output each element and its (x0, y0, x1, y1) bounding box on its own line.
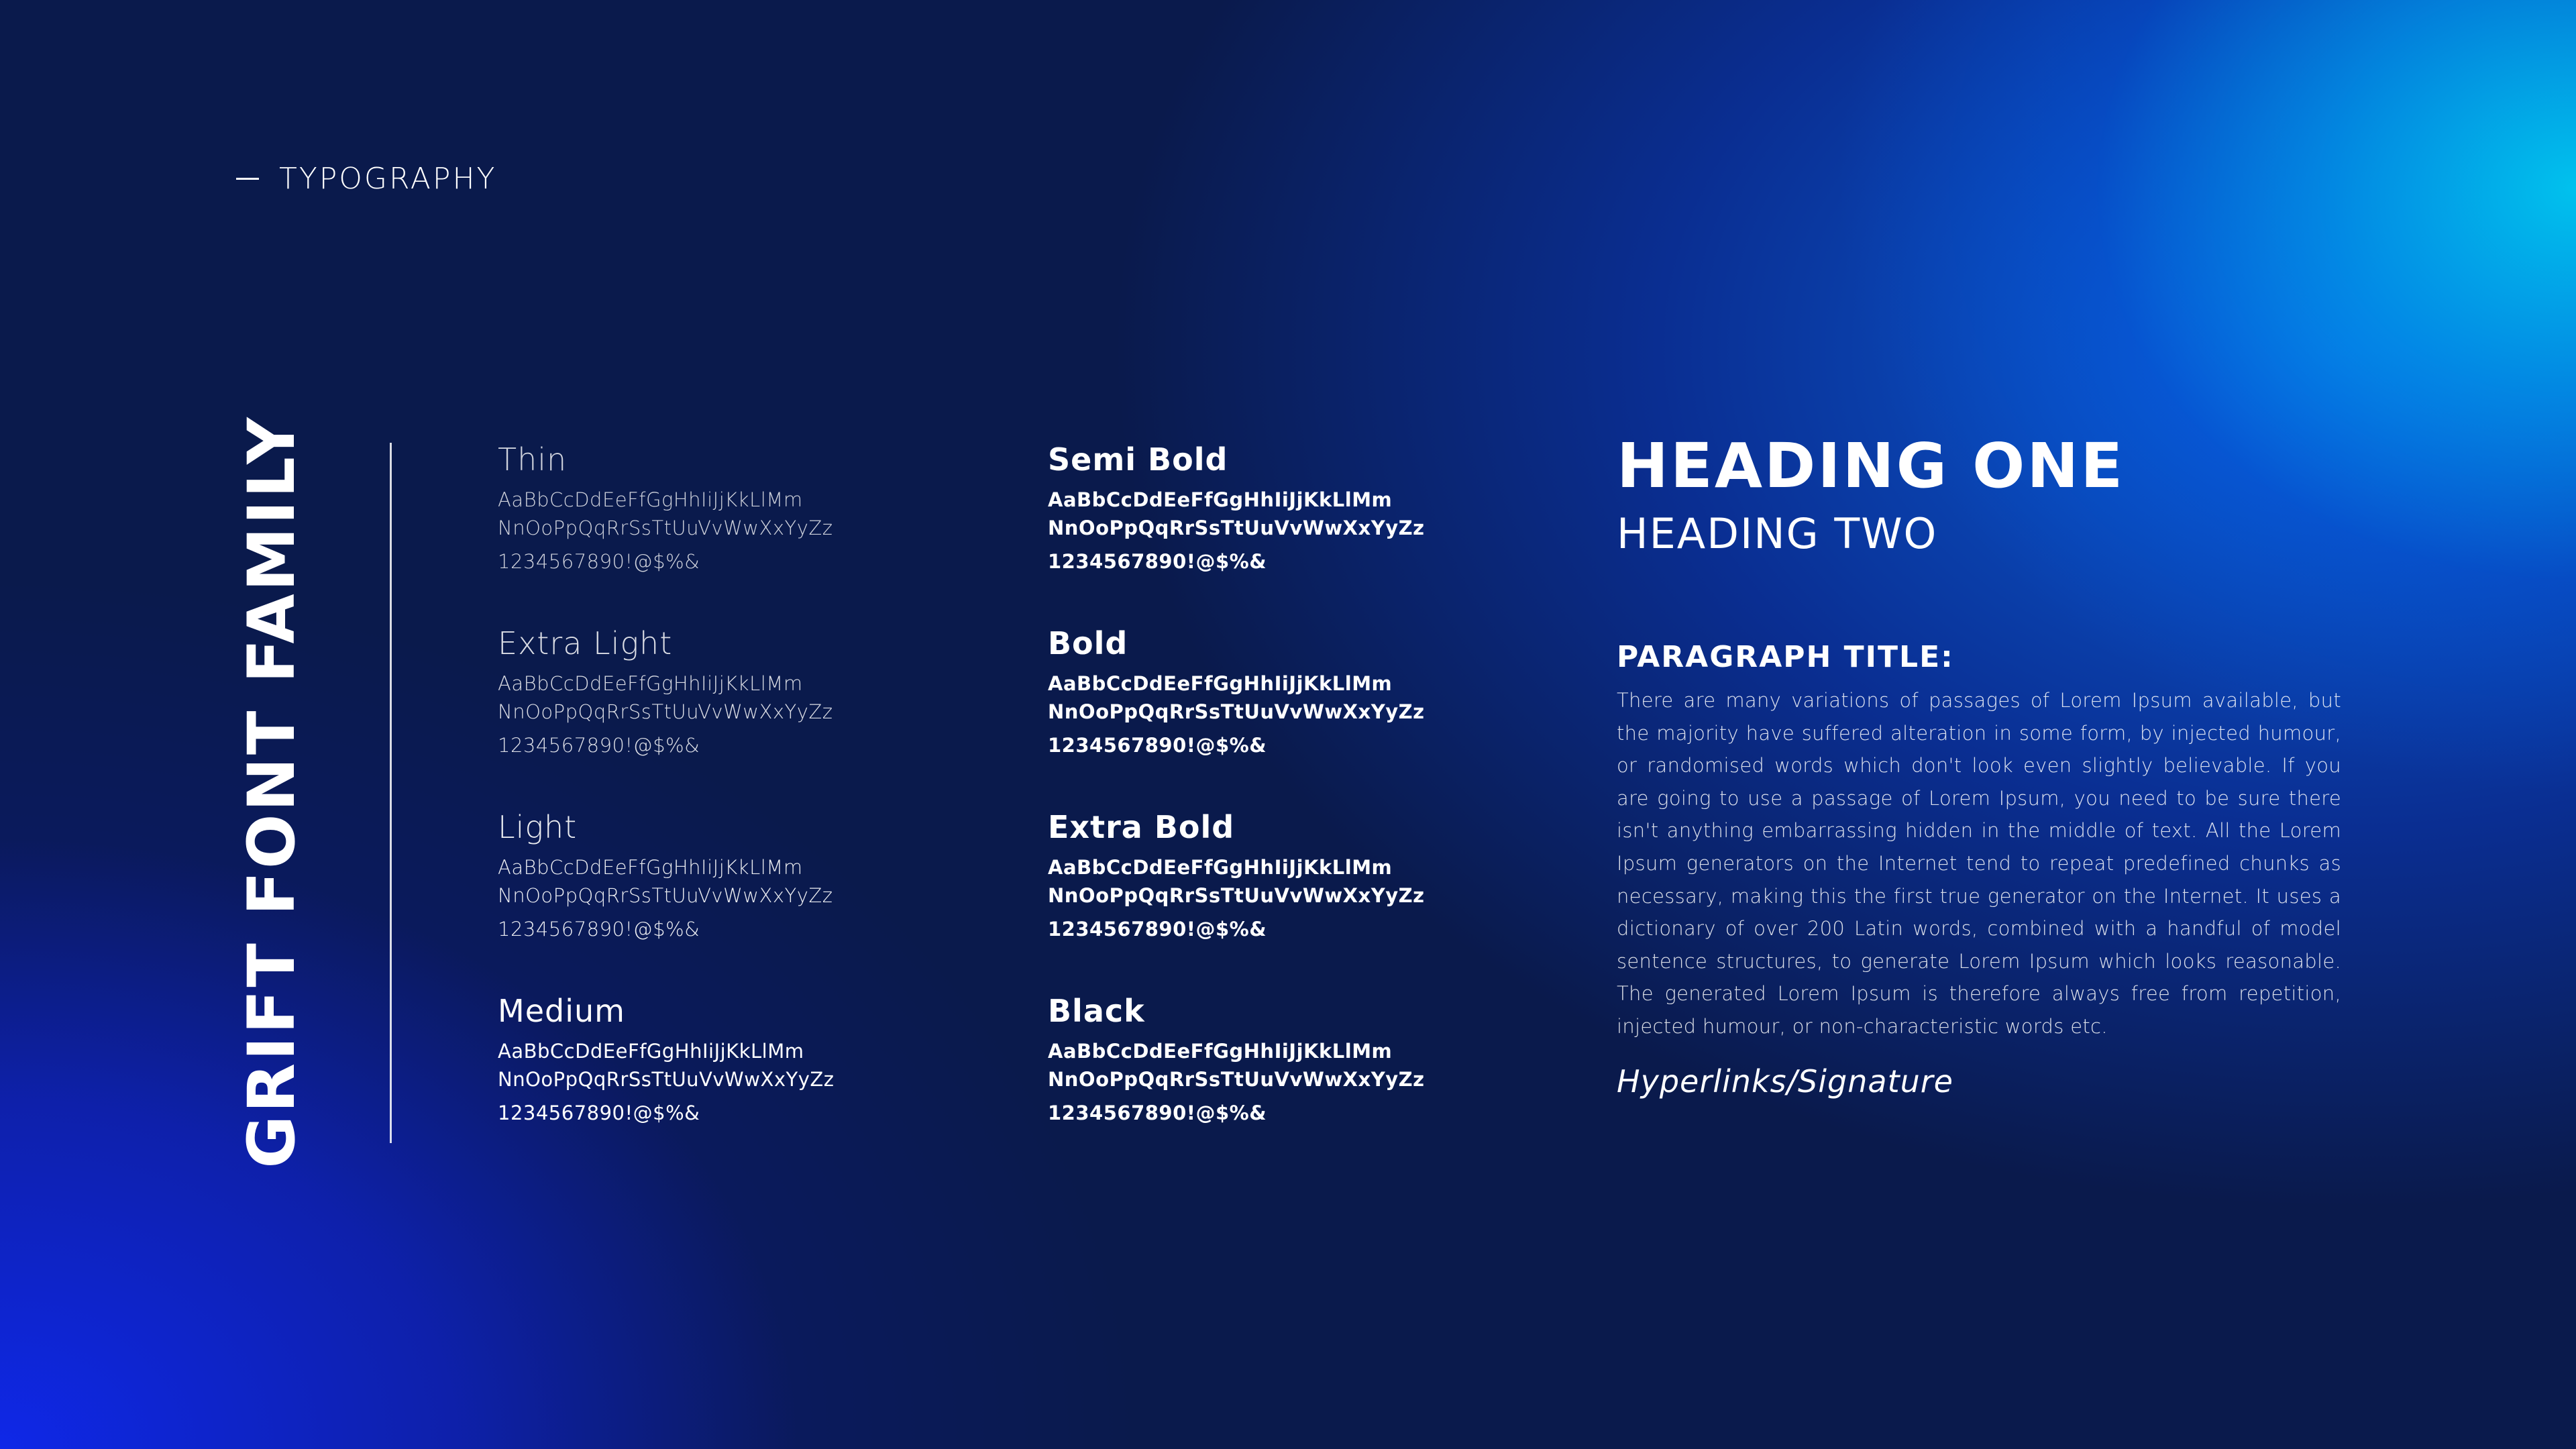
weights-column-right (1048, 436, 1531, 1171)
specimen-digits: 1234567890!@$%& (498, 1102, 700, 1124)
weight-name: Extra Bold (1048, 809, 1235, 845)
specimen-digits: 1234567890!@$%& (1048, 550, 1267, 573)
specimen-line: AaBbCcDdEeFfGgHhIiJjKkLlMm (498, 672, 803, 695)
specimen-digits: 1234567890!@$%& (498, 918, 700, 941)
weight-block-extra-bold (1048, 804, 1531, 987)
paragraph-sample: There are many variations of passages of Lorem Ipsum available, but the majority have suffered alteration in some form, by injected humour, or randomised words which don't look even slightly believable. If you are going to use a passage of Lorem Ipsum, you need to be sure there isn't anything embarrassing hidden in the middle of text. All the Lorem Ipsum generators on the Internet tend to repeat predefined chunks as necessary, making this the first true generator on the Internet. It uses a dictionary of over 200 Latin words, combined with a handful of model sentence structures, to generate Lorem Ipsum which looks reasonable. The generated Lorem Ipsum is therefore always free from repetition, injected humour, or non-characteristic words etc. (1617, 689, 2341, 1038)
specimen-line: AaBbCcDdEeFfGgHhIiJjKkLlMm (498, 856, 803, 879)
hyperlink-sample[interactable]: Hyperlinks/Signature (1617, 1063, 1953, 1099)
weights-column-left (498, 436, 981, 1171)
heading-two-sample: HEADING TWO (1617, 509, 1938, 558)
weight-name: Black (1048, 993, 1145, 1029)
specimen-line: AaBbCcDdEeFfGgHhIiJjKkLlMm (498, 488, 803, 511)
specimen-line: AaBbCcDdEeFfGgHhIiJjKkLlMm (1048, 672, 1393, 695)
specimen-line: AaBbCcDdEeFfGgHhIiJjKkLlMm (498, 1040, 804, 1063)
specimen-line: NnOoPpQqRrSsTtUuVvWwXxYyZz (1048, 517, 1425, 539)
specimen-line: NnOoPpQqRrSsTtUuVvWwXxYyZz (498, 1068, 835, 1091)
weight-block-extra-light (498, 620, 981, 804)
heading-one-sample: HEADING ONE (1617, 430, 2125, 502)
specimen-line: NnOoPpQqRrSsTtUuVvWwXxYyZz (498, 700, 833, 723)
weight-block-light (498, 804, 981, 987)
specimen-line: AaBbCcDdEeFfGgHhIiJjKkLlMm (1048, 1040, 1393, 1063)
specimen-line: NnOoPpQqRrSsTtUuVvWwXxYyZz (1048, 884, 1425, 907)
specimen-line: AaBbCcDdEeFfGgHhIiJjKkLlMm (1048, 488, 1393, 511)
font-family-title: GRIFT FONT FAMILY (234, 415, 309, 1169)
section-label (236, 160, 496, 197)
weight-name: Medium (498, 993, 625, 1029)
weight-name: Bold (1048, 625, 1128, 661)
weight-block-medium (498, 987, 981, 1171)
specimen-digits: 1234567890!@$%& (1048, 734, 1267, 757)
specimen-line: NnOoPpQqRrSsTtUuVvWwXxYyZz (1048, 700, 1425, 723)
specimen-line: NnOoPpQqRrSsTtUuVvWwXxYyZz (1048, 1068, 1425, 1091)
specimen-digits: 1234567890!@$%& (498, 734, 700, 757)
specimen-digits: 1234567890!@$%& (1048, 1102, 1267, 1124)
paragraph-title-sample: PARAGRAPH TITLE: (1617, 640, 1954, 674)
dash-divider (236, 178, 259, 180)
weight-name: Semi Bold (1048, 441, 1228, 478)
specimen-digits: 1234567890!@$%& (498, 550, 700, 573)
weight-name: Extra Light (498, 625, 673, 661)
weight-block-thin (498, 436, 981, 620)
type-samples (1617, 429, 2341, 1099)
weight-block-black (1048, 987, 1531, 1171)
vertical-divider (390, 443, 392, 1143)
weight-block-bold (1048, 620, 1531, 804)
section-label-text: TYPOGRAPHY (279, 161, 497, 196)
weight-name: Thin (498, 441, 568, 478)
weight-block-semi-bold (1048, 436, 1531, 620)
specimen-digits: 1234567890!@$%& (1048, 918, 1267, 941)
specimen-line: NnOoPpQqRrSsTtUuVvWwXxYyZz (498, 884, 833, 907)
weight-name: Light (498, 809, 578, 845)
specimen-line: NnOoPpQqRrSsTtUuVvWwXxYyZz (498, 517, 833, 539)
font-family-title-wrap (234, 415, 309, 1169)
specimen-line: AaBbCcDdEeFfGgHhIiJjKkLlMm (1048, 856, 1393, 879)
